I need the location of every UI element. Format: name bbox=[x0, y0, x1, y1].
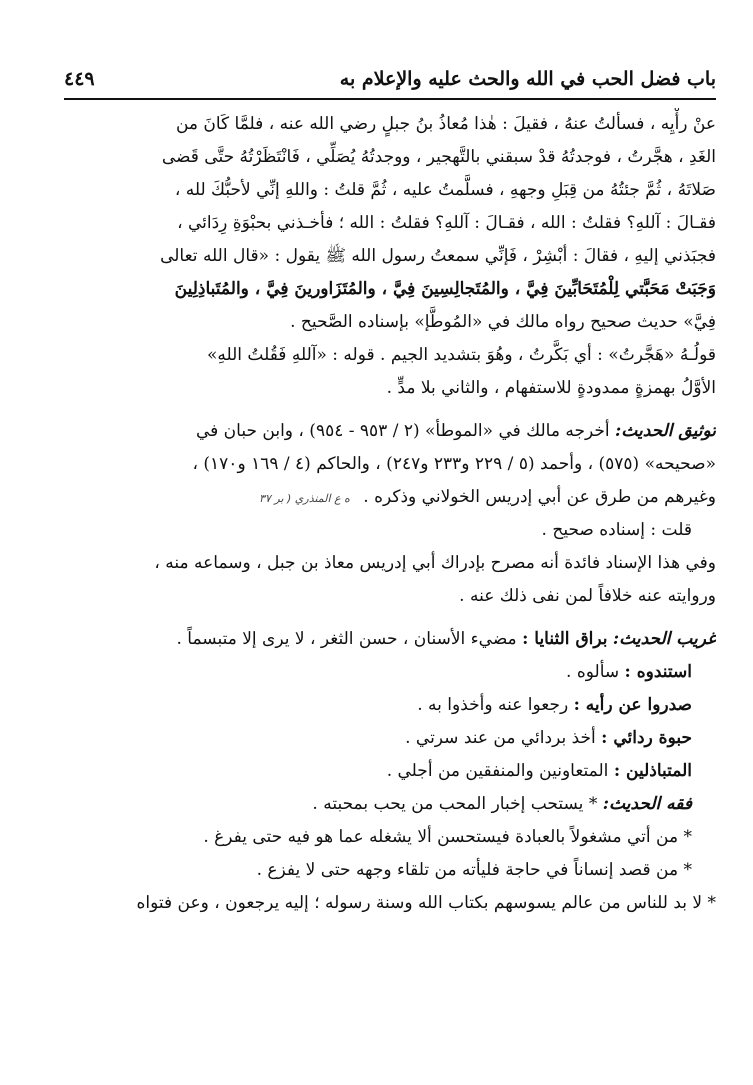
definition: سألوه . bbox=[566, 662, 620, 682]
gharib-section bbox=[64, 623, 716, 788]
text-line: فجبَذني إليهِ ، فقالَ : أبْشِرْ ، فَإنِّي سمعتُ رسول الله ﷺ يقول : «قال الله تعالى bbox=[160, 246, 716, 266]
text-line: الغَدِ ، هجَّرتُ ، فوجدتُهُ قدْ سبقني بالتَّهجير ، ووجدتُهُ يُصَلِّي ، فَانْتَظَرْتُهُ حتَّى قَضى bbox=[161, 147, 716, 167]
text-line: وروايته عنه خلافاً لمن نفى ذلك عنه . bbox=[459, 586, 716, 606]
fiqh-item: * من أتي مشغولاً بالعبادة فيستحسن ألا يشغله عما هو فيه حتى يفرغ . bbox=[203, 827, 692, 847]
term: المتباذلين : bbox=[613, 761, 692, 781]
text-line: «صحيحه» (٥٧٥) ، وأحمد (٥ / ٢٢٩ و٢٣٣ و٢٤٧) ، والحاكم (٤ / ١٦٩ و١٧٠) ، bbox=[192, 454, 716, 474]
handwritten-note: ه ع المنذري ( بر ٣٧ bbox=[259, 492, 350, 505]
chapter-title: باب فضل الحب في الله والحث عليه والإعلام به bbox=[339, 68, 716, 90]
fiqh-label: فقه الحديث: bbox=[602, 794, 692, 814]
term: استندوه : bbox=[624, 662, 692, 682]
text-line: وغيرهم من طرق عن أبي إدريس الخولاني وذكره . bbox=[363, 487, 716, 507]
fiqh-item: * لا بد للناس من عالم يسوسهم بكتاب الله وسنة رسوله ؛ إليه يرجعون ، وعن فتواه bbox=[136, 893, 716, 913]
definition: المتعاونين والمنفقين من أجلي . bbox=[386, 761, 609, 781]
text-line: فقـالَ : آللهِ؟ فقلتُ : الله ، فقـالَ : آللهِ؟ فقلتُ : الله ؛ فأخـذني بحبْوَةِ رِدَائي ، bbox=[177, 213, 716, 233]
definition: مضيء الأسنان ، حسن الثغر ، لا يرى إلا متبسماً . bbox=[176, 629, 517, 649]
page-header bbox=[64, 64, 716, 100]
definition: أخذ بردائي من عند سرتي . bbox=[405, 728, 596, 748]
fiqh-section bbox=[64, 788, 716, 920]
verdict-line: قلت : إسناده صحيح . bbox=[541, 520, 692, 540]
text-line: عنْ رأْيِه ، فسألتُ عنهُ ، فقيلَ : هٰذا مُعاذُ بنُ جبلٍ رضي الله عنه ، فلمَّا كَانَ من bbox=[175, 114, 716, 134]
word-notes bbox=[64, 339, 716, 405]
book-page bbox=[64, 64, 716, 920]
page-number: ٤٤٩ bbox=[64, 68, 95, 90]
text-line: فِيَّ» حديث صحيح رواه مالك في «المُوطَّإ» بإسناده الصَّحيح . bbox=[290, 312, 716, 332]
term: صدروا عن رأيه : bbox=[573, 695, 692, 715]
gharib-label: غريب الحديث: bbox=[612, 629, 716, 649]
term: براق الثنايا : bbox=[522, 629, 608, 649]
fiqh-item: * من قصد إنساناً في حاجة فليأته من تلقاء وجهه حتى لا يفزع . bbox=[256, 860, 692, 880]
fiqh-item: * يستحب إخبار المحب من يحب بمحبته . bbox=[312, 794, 598, 814]
text-line: صَلاتَهُ ، ثُمَّ جئتُهُ من قِبَلِ وجههِ ، فسلَّمتُ عليه ، ثُمَّ قلتُ : واللهِ إنِّي لأحبُّكَ لله ، bbox=[174, 180, 716, 200]
text-line: الأوَّلُ بهمزةٍ ممدودةٍ للاستفهام ، والثاني بلا مدٍّ . bbox=[386, 378, 716, 398]
takhrij-label: توثيق الحديث: bbox=[615, 421, 716, 441]
text-line: أخرجه مالك في «الموطأ» (٢ / ٩٥٣ - ٩٥٤) ، وابن حبان في bbox=[195, 421, 610, 441]
hadith-text bbox=[64, 108, 716, 339]
text-line: وَجَبَتْ مَحَبَّتي لِلْمُتَحَابِّينَ فِيَّ ، والمُتَجالِسِينَ فِيَّ ، والمُتَزَاورينَ فِيَّ ، والمُتَباذِلِينَ bbox=[174, 279, 716, 299]
text-line: وفي هذا الإسناد فائدة أنه مصرح بإدراك أبي إدريس معاذ بن جبل ، وسماعه منه ، bbox=[154, 553, 716, 573]
isnad-section bbox=[64, 547, 716, 613]
text-line: قولُـهُ «هَجَّرتُ» : أي بَكَّرتُ ، وهُوَ بتشديد الجيم . قوله : «آللهِ فَقُلتُ اللهِ» bbox=[206, 345, 716, 365]
definition: رجعوا عنه وأخذوا به . bbox=[417, 695, 569, 715]
term: حبوة ردائي : bbox=[601, 728, 692, 748]
takhrij-section bbox=[64, 415, 716, 547]
